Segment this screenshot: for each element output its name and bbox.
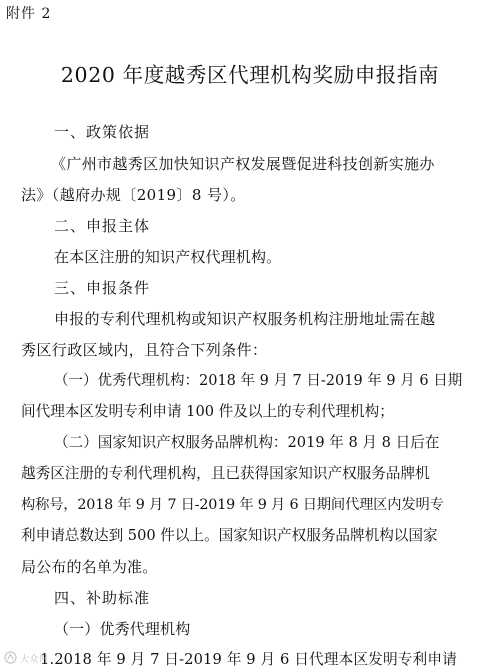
paragraph-line: 越秀区注册的专利代理机构，且已获得国家知识产权服务品牌机 — [21, 465, 430, 482]
paragraph-line: 局公布的名单为准。 — [21, 558, 158, 576]
paragraph-line: 《广州市越秀区加快知识产权发展暨促进科技创新实施办 — [51, 155, 435, 173]
watermark-logo-icon — [4, 649, 17, 668]
section-heading-policy: 一、政策依据 — [54, 123, 151, 141]
section-heading-subject: 二、申报主体 — [54, 217, 151, 235]
paragraph-line: 秀区行政区域内，且符合下列条件： — [21, 341, 268, 359]
paragraph-line: 利申请总数达到 500 件以上。国家知识产权服务品牌机构以国家 — [21, 527, 438, 544]
paragraph-line: （一）优秀代理机构：2018 年 9 月 7 日-2019 年 9 月 6 日期 — [54, 373, 463, 389]
watermark — [4, 651, 49, 665]
paragraph-line: 1.2018 年 9 月 7 日-2019 年 9 月 6 日代理本区发明专利申请 — [40, 651, 457, 668]
document-title: 2020 年度越秀区代理机构奖励申报指南 — [60, 63, 440, 87]
paragraph-line: （一）优秀代理机构 — [54, 620, 191, 638]
paragraph-line: （二）国家知识产权服务品牌机构：2019 年 8 月 8 日后在 — [54, 434, 440, 451]
paragraph-line: 法》（越府办规〔2019〕8 号）。 — [21, 186, 246, 204]
paragraph-line: 间代理本区发明专利申请 100 件及以上的专利代理机构； — [21, 403, 394, 420]
paragraph-line: 在本区注册的知识产权代理机构。 — [54, 248, 282, 266]
watermark-text: 大众网 — [20, 654, 49, 665]
paragraph-line: 申报的专利代理机构或知识产权服务机构注册地址需在越 — [54, 310, 436, 328]
section-heading-standard: 四、补助标准 — [54, 589, 151, 607]
attachment-label: 附件 2 — [6, 6, 52, 22]
paragraph-line: 构称号，2018 年 9 月 7 日-2019 年 9 月 6 日期间代理区内发明专 — [21, 497, 444, 513]
section-heading-conditions: 三、申报条件 — [54, 279, 151, 297]
